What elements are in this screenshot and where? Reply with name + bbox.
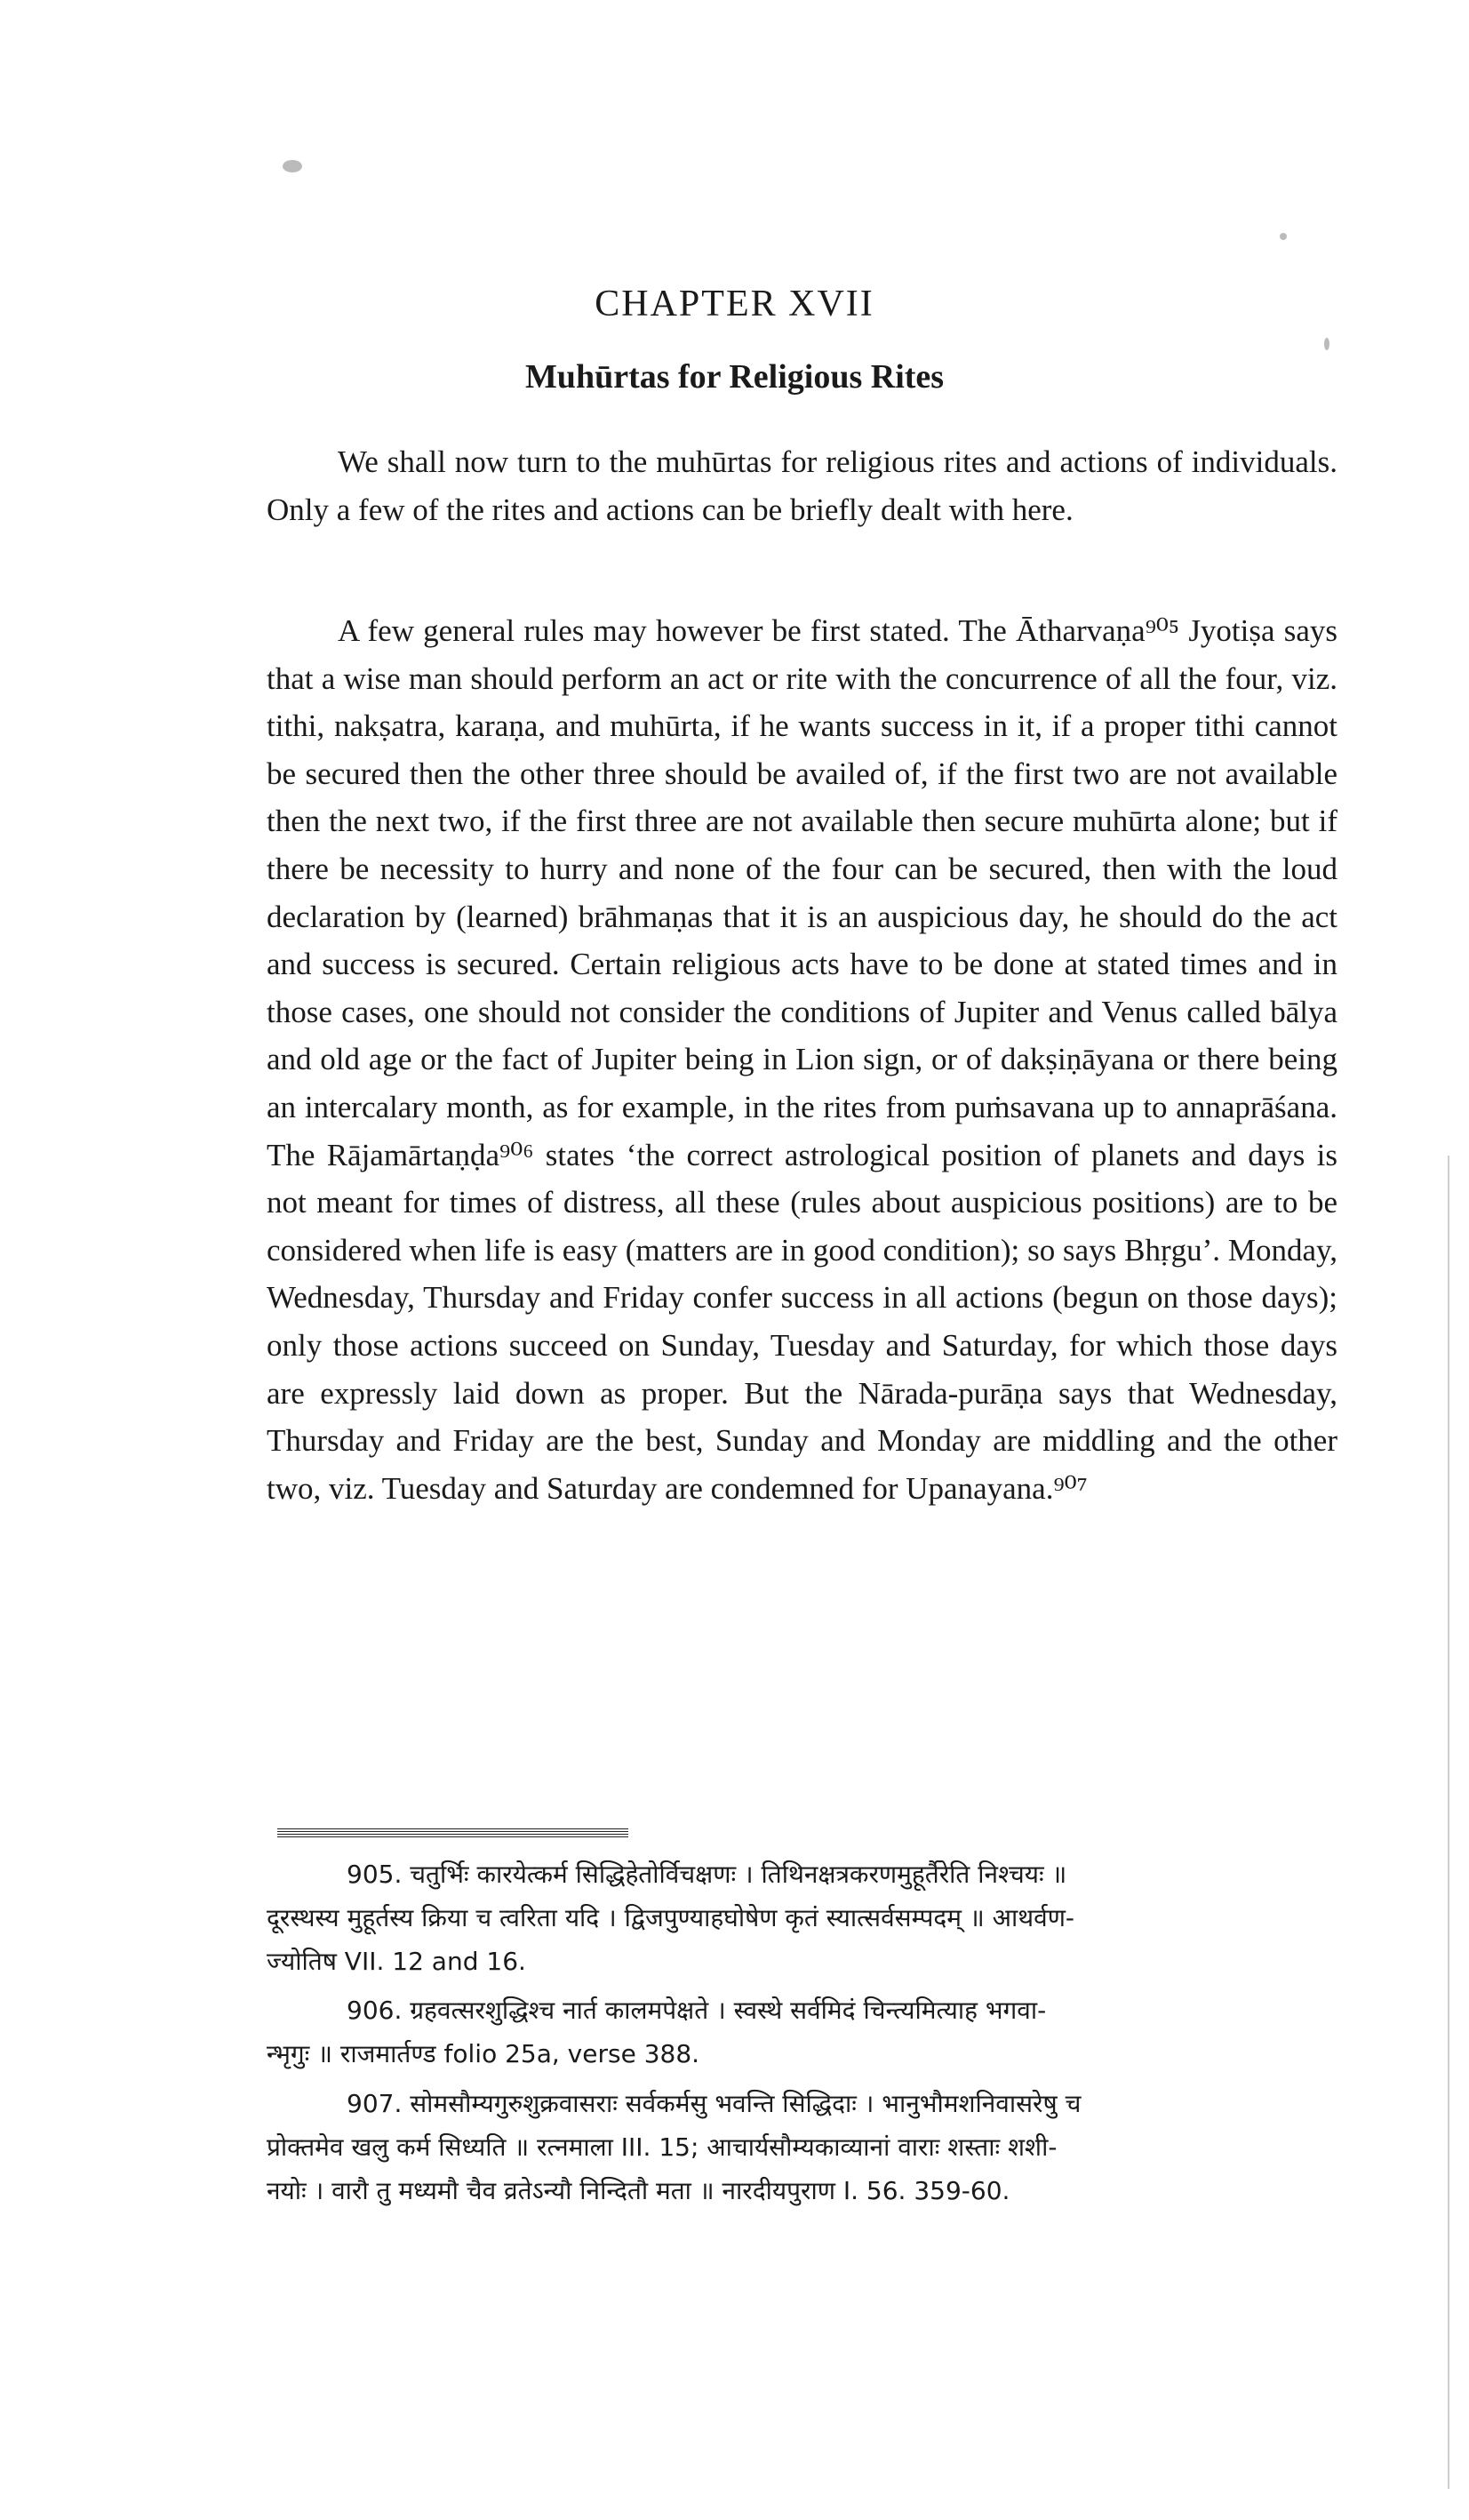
footnote-separator <box>277 1828 628 1837</box>
footnote-line: ज्योतिष VII. 12 and 16. <box>267 1947 526 1976</box>
scan-speck <box>283 160 302 172</box>
footnote-line: 906. ग्रहवत्सरशुद्धिश्च नार्त कालमपेक्षते । स्वस्थे सर्वमिदं चिन्त्यमित्याह भगवा- <box>347 1996 1047 2025</box>
body-paragraph: We shall now turn to the muhūrtas for religious rites and actions of individuals. Only a few of the rites and actions can be briefly dealt with here. <box>267 444 1337 527</box>
page-edge-line <box>1448 1156 1449 2489</box>
scan-speck <box>1280 233 1287 240</box>
footnote-line: प्रोक्तमेव खलु कर्म सिध्यति ॥ रत्नमाला III. 15; आचार्यसौम्यकाव्यानां वाराः शस्ताः शशी- <box>267 2132 1058 2162</box>
footnote-line: दूरस्थस्य मुहूर्तस्य क्रिया च त्वरिता यदि । द्विजपुण्याहघोषेण कृतं स्यात्सर्वसम्पदम् ॥ आथर्वण- <box>267 1903 1075 1932</box>
scan-speck <box>1324 338 1329 350</box>
footnote-line: 907. सोमसौम्यगुरुशुक्रवासराः सर्वकर्मसु भवन्ति सिद्धिदाः । भानुभौमशनिवासरेषु च <box>347 2089 1082 2118</box>
footnote-line: नयोः । वारौ तु मध्यमौ चैव व्रतेऽन्यौ निन्दितौ मता ॥ नारदीयपुराण I. 56. 359-60. <box>267 2176 1010 2205</box>
footnote-line: न्भृगुः ॥ राजमार्तण्ड folio 25a, verse 388. <box>267 2039 700 2068</box>
body-paragraph: A few general rules may however be first stated. The Ātharvaṇa⁹⁰⁵ Jyotiṣa says that a wise man should perform an act or rite with the concurrence of all the four, viz. tithi, nakṣatra, karaṇa, and muhūrta, if he wants success in it, if a proper tithi cannot be secured then the other three should be availed of, if the first two are not available then the next two, if the first three are not available then secure muhūrta alone; but if there be necessity to hurry and none of the four can be secured, then with the loud declaration by (learned) brāhmaṇas that it is an auspicious day, he should do the act and success is secured. Certain religious acts have to be done at stated times and in those cases, one should not consider the conditions of Jupiter and Venus called bālya and old age or the fact of Jupiter being in Lion sign, or of dakṣiṇāyana or there being an intercalary month, as for example, in the rites from puṁsavana up to annaprāśana. The Rājamārtaṇḍa⁹⁰⁶ states ‘the correct astrological position of planets and days is not meant for times of distress, all these (rules about auspicious positions) are to be considered when life is easy (matters are in good condition); so says Bhṛgu’. Monday, Wednesday, Thursday and Friday confer success in all actions (begun on those days); only those actions succeed on Sunday, Tuesday and Saturday, for which those days are expressly laid down as proper. But the Nārada-purāṇa says that Wednesday, Thursday and Friday are the best, Sunday and Monday are middling and the other two, viz. Tuesday and Saturday are condemned for Upanayana.⁹⁰⁷ <box>267 613 1337 1506</box>
footnote-line: 905. चतुर्भिः कारयेत्कर्म सिद्धिहेतोर्विचक्षणः । तिथिनक्षत्रकरणमुहूर्तैरेति निश्चयः ॥ <box>347 1860 1067 1889</box>
chapter-subtitle: Muhūrtas for Religious Rites <box>524 358 945 396</box>
chapter-heading: CHAPTER XVII <box>595 284 874 324</box>
